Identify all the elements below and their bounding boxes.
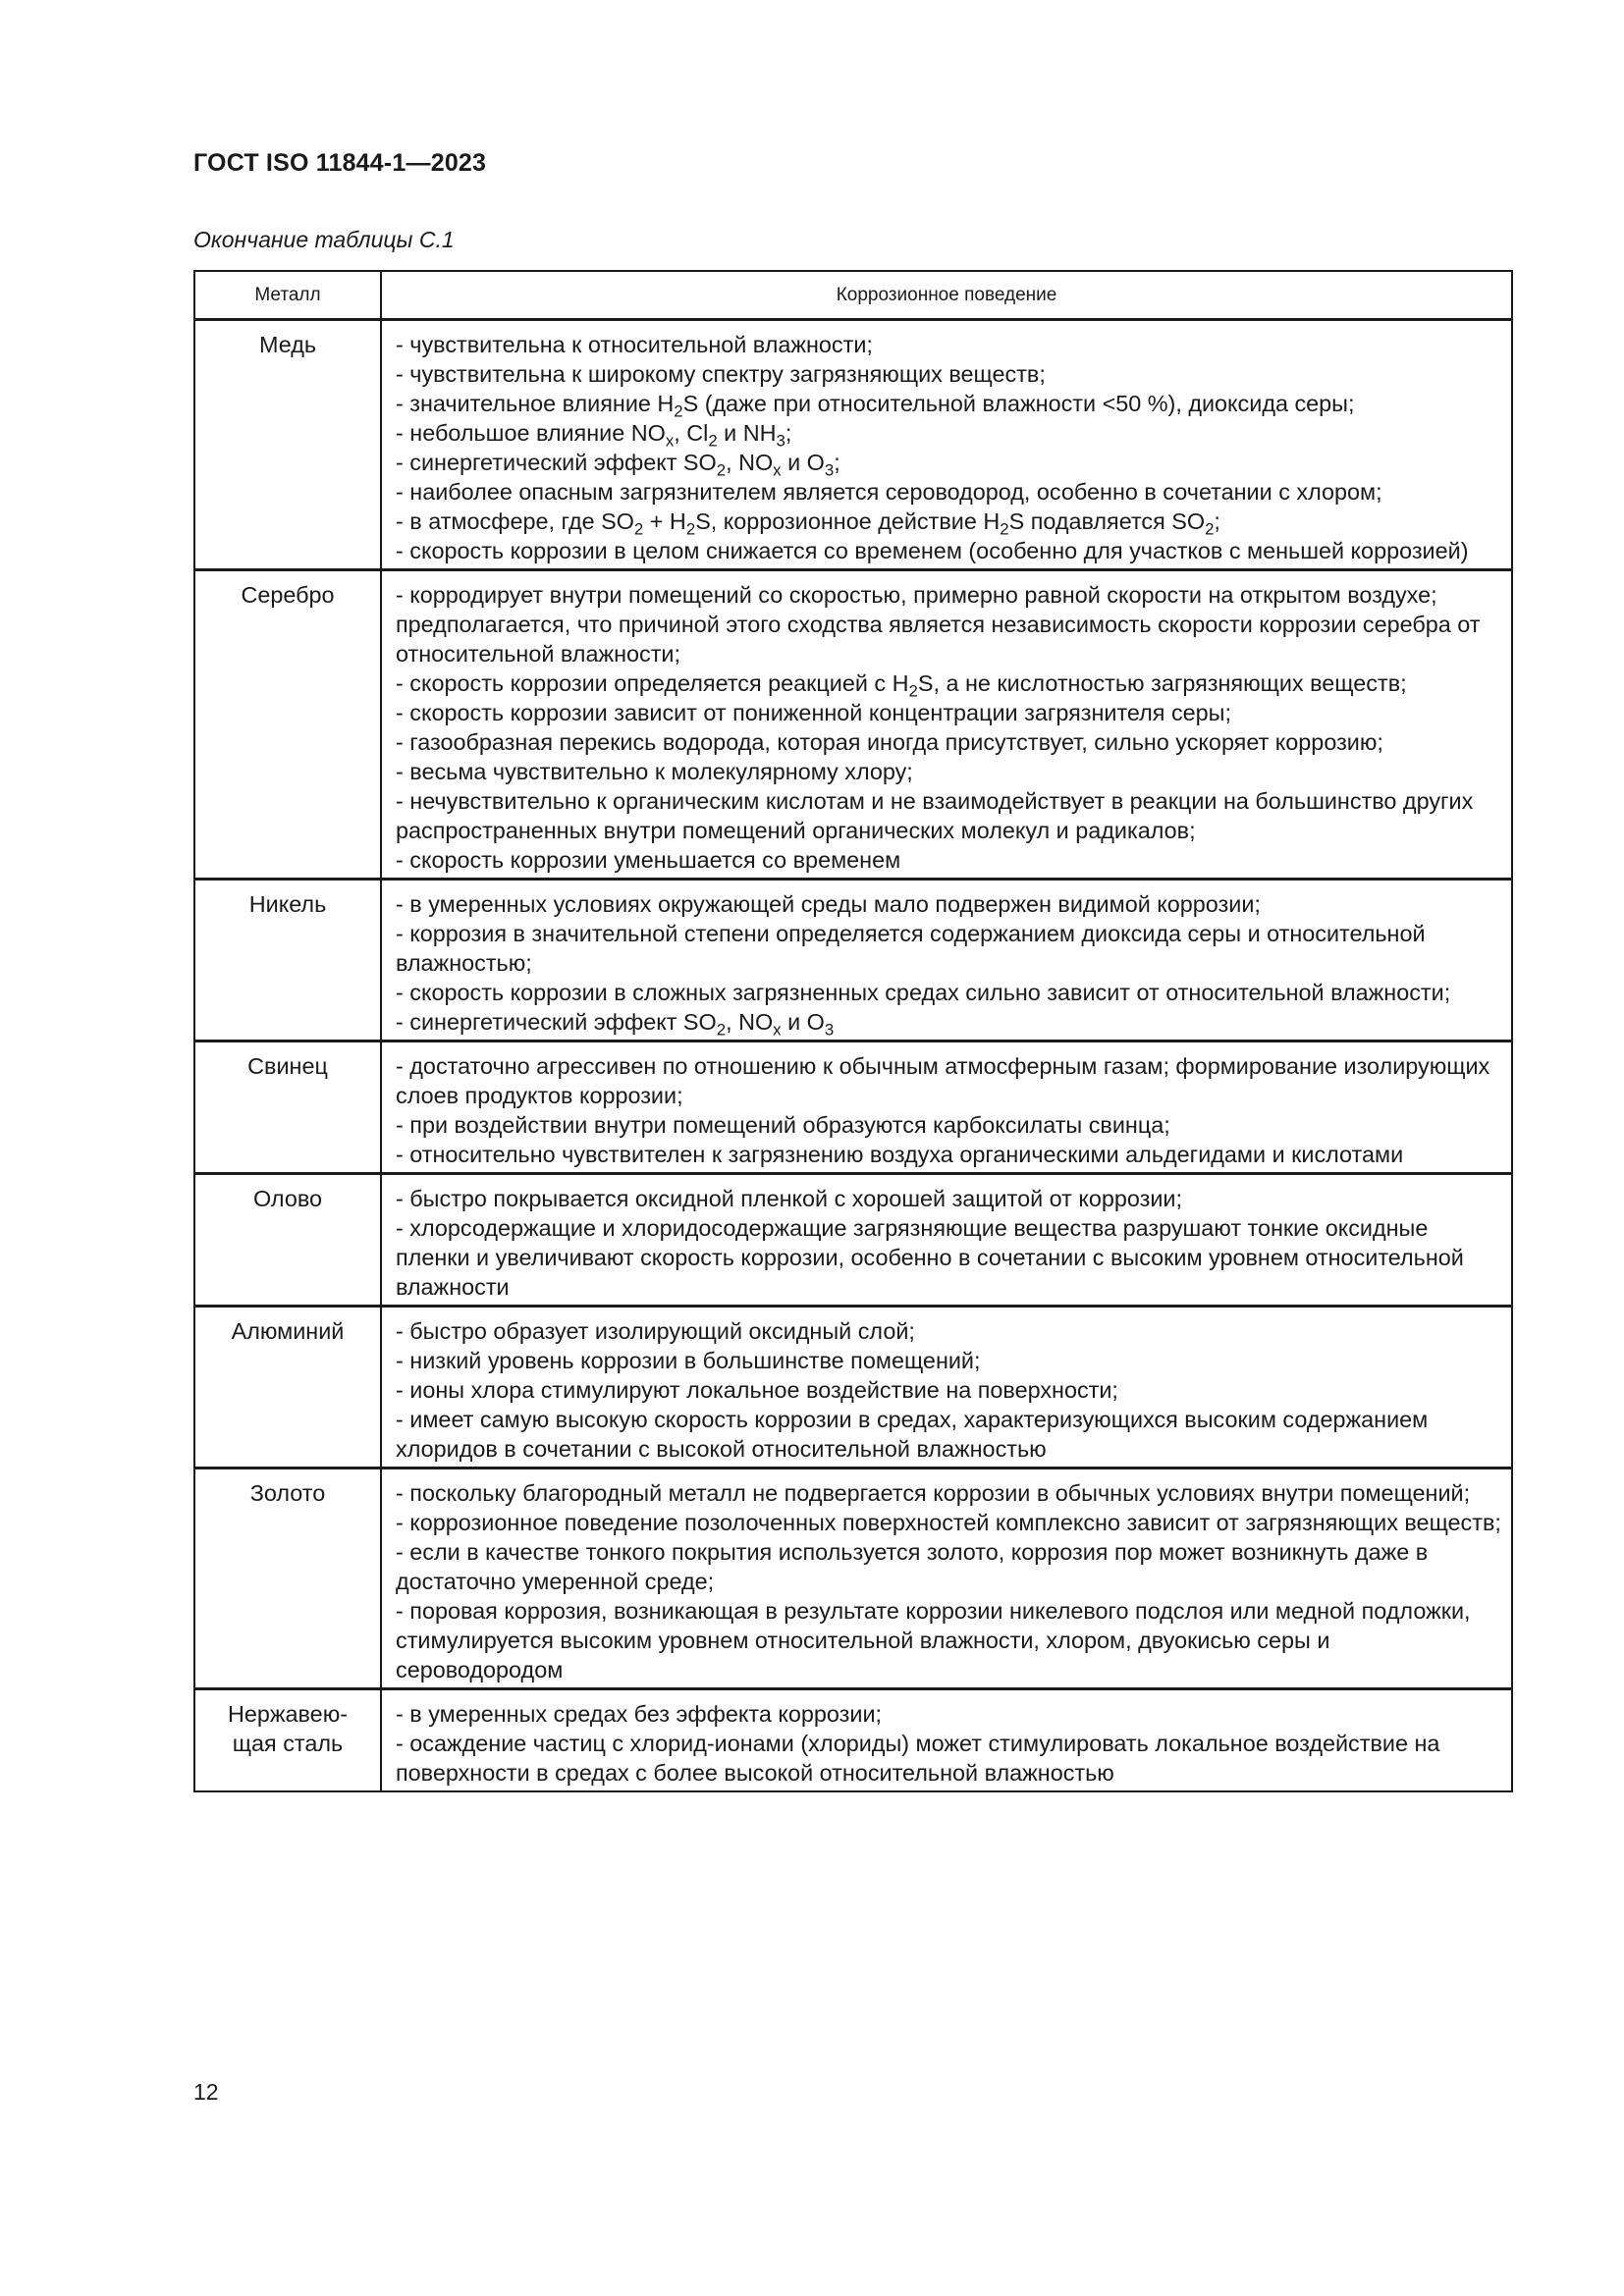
behavior-line: - хлорсодержащие и хлоридосодержащие загрязняющие вещества разрушают тонкие оксидные пленки и увеличивают скорость коррозии, особенно в сочетании с высоким уровнем относительной влажности — [396, 1215, 1464, 1300]
behavior-description — [381, 1174, 1512, 1307]
behavior-line: - синергетический эффект $SO_2$, $NO_x$ и $O_3$; — [396, 450, 840, 480]
table-row — [194, 1041, 1512, 1174]
behavior-line: - коррозия в значительной степени определяется содержанием диоксида серы и относительной влажностью; — [396, 921, 1426, 976]
behavior-description — [381, 1689, 1512, 1792]
metal-name: Алюминий — [194, 1307, 381, 1468]
column-header-behavior: Коррозионное поведение — [381, 271, 1512, 320]
behavior-description — [381, 1468, 1512, 1689]
table-row — [194, 880, 1512, 1041]
metal-name: Серебро — [194, 570, 381, 880]
behavior-line: - низкий уровень коррозии в большинстве помещений; — [396, 1348, 981, 1373]
behavior-line: - относительно чувствителен к загрязнению воздуха органическими альдегидами и кислотами — [396, 1142, 1404, 1167]
metal-name: Олово — [194, 1174, 381, 1307]
behavior-line: - быстро покрывается оксидной пленкой с хорошей защитой от коррозии; — [396, 1186, 1182, 1211]
behavior-line: - скорость коррозии в сложных загрязненных средах сильно зависит от относительной влажности; — [396, 980, 1451, 1005]
behavior-description — [381, 880, 1512, 1041]
behavior-line: - поровая коррозия, возникающая в результате коррозии никелевого подслоя или медной подложки, стимулируется высоким уровнем относительной влажности, хлором, двуокисью серы и сероводородом — [396, 1598, 1471, 1682]
metal-name: Свинец — [194, 1041, 381, 1174]
behavior-line: - корродирует внутри помещений со скоростью, примерно равной скорости на открытом воздухе; предполагается, что причиной этого сходства является независимость скорости коррозии серебра от относительной влажности; — [396, 582, 1481, 667]
behavior-line: - скорость коррозии в целом снижается со временем (особенно для участков с меньшей коррозией) — [396, 538, 1469, 563]
metal-name: Медь — [194, 320, 381, 570]
table-row — [194, 1174, 1512, 1307]
behavior-line: - если в качестве тонкого покрытия используется золото, коррозия пор может возникнуть даже в достаточно умеренной среде; — [396, 1539, 1429, 1594]
table-body — [194, 320, 1512, 1792]
table-header-row — [194, 271, 1512, 320]
table-row — [194, 1689, 1512, 1792]
behavior-line: - нечувствительно к органическим кислотам и не взаимодействует в реакции на большинство других распространенных внутри помещений органических молекул и радикалов; — [396, 788, 1474, 843]
table-row — [194, 1307, 1512, 1468]
behavior-line: - синергетический эффект $SO_2$, $NO_x$ и $O_3$ — [396, 1009, 835, 1040]
behavior-line: - имеет самую высокую скорость коррозии в средах, характеризующихся высоким содержанием хлоридов в сочетании с высокой относительной влажностью — [396, 1407, 1429, 1462]
behavior-line: - чувствительна к относительной влажности; — [396, 332, 873, 357]
behavior-line: - осаждение частиц с хлорид-ионами (хлориды) может стимулировать локальное воздействие на поверхности в средах с более высокой относительной влажностью — [396, 1731, 1440, 1786]
behavior-line: - поскольку благородный металл не подвергается коррозии в обычных условиях внутри помещений; — [396, 1480, 1471, 1506]
behavior-description — [381, 1041, 1512, 1174]
corrosion-table-container — [193, 270, 1511, 1792]
table-row — [194, 1468, 1512, 1689]
document-header: ГОСТ ISO 11844-1—2023 — [193, 149, 487, 177]
behavior-line: - ионы хлора стимулируют локальное воздействие на поверхности; — [396, 1377, 1118, 1403]
behavior-description — [381, 320, 1512, 570]
metal-name: Никель — [194, 880, 381, 1041]
behavior-line: - коррозионное поведение позолоченных поверхностей комплексно зависит от загрязняющих веществ; — [396, 1510, 1501, 1535]
behavior-line: - достаточно агрессивен по отношению к обычным атмосферным газам; формирование изолирующих слоев продуктов коррозии; — [396, 1053, 1490, 1108]
column-header-metal: Металл — [194, 271, 381, 320]
behavior-line: - значительное влияние $H_2S$ (даже при относительной влажности <50 %), диоксида серы; — [396, 391, 1355, 421]
behavior-line: - в умеренных средах без эффекта коррозии; — [396, 1701, 883, 1727]
metal-name: Золото — [194, 1468, 381, 1689]
behavior-line: - небольшое влияние $NO_x$, $Cl_2$ и $NH_3$; — [396, 420, 792, 451]
corrosion-table — [193, 270, 1513, 1792]
behavior-description — [381, 570, 1512, 880]
behavior-line: - в атмосфере, где $SO_2 + H_2S$, коррозионное действие $H_2S$ подавляется $SO_2$; — [396, 508, 1220, 539]
behavior-line: - при воздействии внутри помещений образуются карбоксилаты свинца; — [396, 1112, 1170, 1138]
table-row — [194, 570, 1512, 880]
behavior-line: - наиболее опасным загрязнителем является сероводород, особенно в сочетании с хлором; — [396, 479, 1382, 505]
page-number: 12 — [193, 2079, 219, 2105]
behavior-line: - газообразная перекись водорода, которая иногда присутствует, сильно ускоряет коррозию; — [396, 729, 1383, 755]
table-row — [194, 320, 1512, 570]
behavior-line: - скорость коррозии определяется реакцией с $H_2S$, а не кислотностью загрязняющих веществ; — [396, 670, 1407, 701]
metal-name: Нержавею- щая сталь — [194, 1689, 381, 1792]
behavior-line: - скорость коррозии уменьшается со временем — [396, 847, 901, 873]
behavior-line: - чувствительна к широкому спектру загрязняющих веществ; — [396, 361, 1046, 387]
behavior-line: - скорость коррозии зависит от пониженной концентрации загрязнителя серы; — [396, 700, 1231, 725]
behavior-line: - в умеренных условиях окружающей среды мало подвержен видимой коррозии; — [396, 891, 1261, 917]
behavior-description — [381, 1307, 1512, 1468]
table-caption: Окончание таблицы С.1 — [193, 227, 455, 252]
behavior-line: - весьма чувствительно к молекулярному хлору; — [396, 759, 913, 784]
behavior-line: - быстро образует изолирующий оксидный слой; — [396, 1318, 915, 1344]
